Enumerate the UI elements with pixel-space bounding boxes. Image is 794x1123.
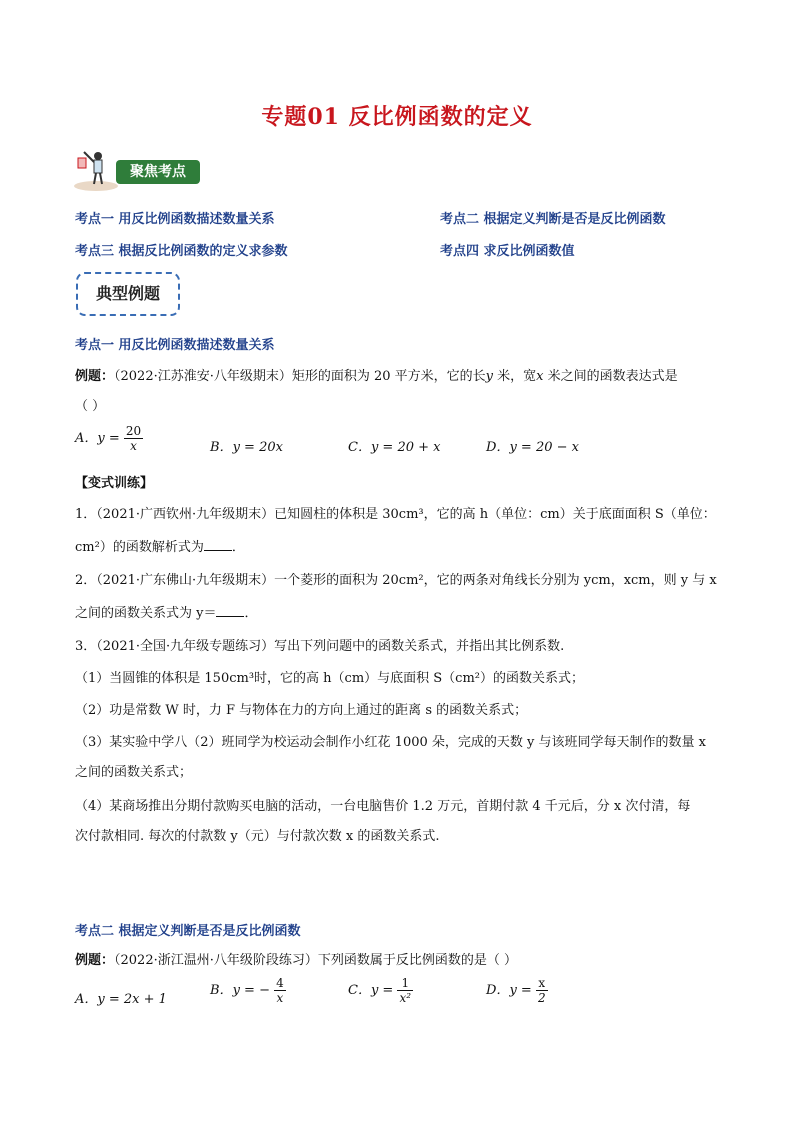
point-3: 考点三 根据反比例函数的定义求参数	[75, 244, 288, 259]
badge-label: 聚焦考点	[130, 164, 186, 180]
fraction	[397, 976, 413, 1005]
s1-option-c	[348, 436, 441, 455]
q2-line2	[75, 604, 725, 623]
s2-option-c	[348, 976, 413, 1005]
option-label: D．	[486, 440, 510, 455]
q3-1: （1）当圆锥的体积是 150cm³时，它的高 h（cm）与底面积 S（cm²）的函数关系式；	[75, 671, 585, 686]
typical-examples-box: 典型例题	[76, 272, 180, 316]
option-label: B．	[210, 983, 233, 998]
option-label: A．	[75, 992, 98, 1007]
q3-4b: 次付款相同. 每次的付款数 y（元）与付款次数 x 的函数关系式.	[75, 829, 440, 844]
option-expr: y =	[97, 431, 120, 446]
fraction	[274, 976, 286, 1005]
denominator: x²	[399, 991, 412, 1005]
option-expr: y = 20x	[232, 440, 283, 455]
q2-line1: 2．（2021·广东佛山·九年级期末）一个菱形的面积为 20cm²，它的两条对角线长分别为 ycm，xcm，则 y 与 x	[75, 573, 717, 588]
q2-text: 之间的函数关系式为 y＝	[75, 606, 217, 621]
example-text: （2022·浙江温州·八年级阶段练习）下列函数属于反比例函数的是（ ）	[114, 953, 517, 968]
denominator: 2	[537, 991, 546, 1005]
point-1: 考点一 用反比例函数描述数量关系	[75, 212, 275, 227]
option-label: C．	[348, 440, 371, 455]
fraction	[124, 424, 143, 453]
section1-example	[75, 368, 725, 386]
numerator: 4	[276, 976, 284, 990]
denominator: x	[130, 439, 137, 453]
focus-badge	[72, 148, 204, 192]
q3-3b: 之间的函数关系式；	[75, 765, 193, 780]
example-text-3: 米之间的函数表达式是	[543, 369, 678, 384]
q3-3a: （3）某实验中学八（2）班同学为校运动会制作小红花 1000 朵，完成的天数 y 与该班同学每天制作的数量 x	[75, 735, 706, 750]
point-4: 考点四 求反比例函数值	[440, 244, 575, 259]
q3-2: （2）功是常数 W 时，力 F 与物体在力的方向上通过的距离 s 的函数关系式；	[75, 703, 528, 718]
example-label: 例题：	[75, 953, 115, 968]
option-label: D．	[486, 983, 510, 998]
s1-option-a	[75, 424, 143, 453]
section1-heading: 考点一 用反比例函数描述数量关系	[75, 338, 275, 353]
option-expr: y = 20 − x	[509, 440, 579, 455]
answer-blank[interactable]	[216, 604, 244, 617]
q2-end: ．	[244, 606, 258, 621]
q1-text: cm²）的函数解析式为	[75, 540, 204, 555]
s1-option-d	[486, 436, 579, 455]
numerator: x	[536, 976, 548, 991]
option-expr: y = 20 + x	[370, 440, 441, 455]
student-icon	[72, 148, 120, 192]
badge-bar	[116, 160, 200, 184]
section2-example	[75, 952, 725, 970]
option-label: C．	[348, 983, 371, 998]
q1-end: ．	[231, 540, 245, 555]
q1-line2	[75, 538, 725, 557]
example-paren: （ ）	[75, 399, 106, 414]
variant-label: 【变式训练】	[75, 476, 154, 491]
q3-line: 3．（2021·全国·九年级专题练习）写出下列问题中的函数关系式，并指出其比例系数.	[75, 639, 565, 654]
option-label: A．	[75, 431, 98, 446]
s2-option-a	[75, 988, 167, 1007]
point-2: 考点二 根据定义判断是否是反比例函数	[440, 212, 666, 227]
page-title: 专题01 反比例函数的定义	[261, 104, 533, 130]
s2-option-d	[486, 976, 548, 1005]
section2-heading: 考点二 根据定义判断是否是反比例函数	[75, 924, 301, 939]
example-y: y	[485, 369, 494, 384]
fraction	[536, 976, 548, 1005]
example-text-2: 米，宽	[493, 369, 537, 384]
q3-4a: （4）某商场推出分期付款购买电脑的活动，一台电脑售价 1.2 万元，首期付款 4 千元后，分 x 次付清，每	[75, 799, 691, 814]
denominator: x	[276, 991, 284, 1005]
option-expr: y = 2x + 1	[97, 992, 167, 1007]
answer-blank[interactable]	[204, 538, 232, 551]
s1-option-b	[210, 436, 283, 455]
option-label: B．	[210, 440, 233, 455]
example-label: 例题：	[75, 369, 115, 384]
option-expr: y =	[509, 983, 532, 998]
numerator: 20	[125, 424, 142, 438]
option-expr: y =	[370, 983, 394, 998]
option-expr: y = −	[232, 983, 270, 998]
numerator: 1	[397, 976, 413, 991]
example-text-1: （2022·江苏淮安·八年级期末）矩形的面积为 20 平方米，它的长	[114, 369, 486, 384]
example-x: x	[536, 369, 544, 384]
q1-line1: 1．（2021·广西钦州·九年级期末）已知圆柱的体积是 30cm³，它的高 h（单位：cm）关于底面面积 S（单位：	[75, 507, 716, 522]
s2-option-b	[210, 976, 286, 1005]
